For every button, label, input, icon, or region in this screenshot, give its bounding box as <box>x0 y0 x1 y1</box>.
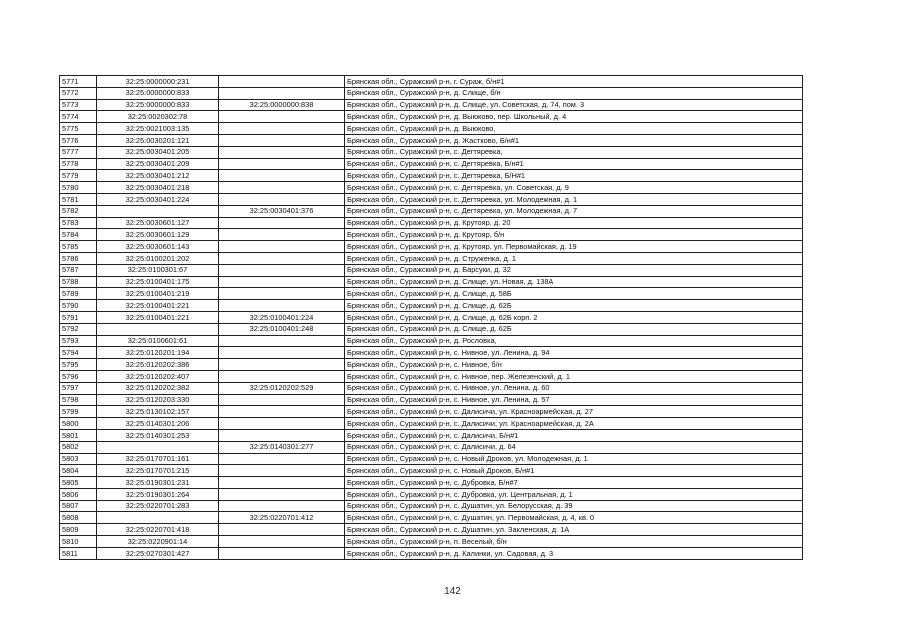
page-number: 142 <box>444 586 461 597</box>
cadastral-number-cell: 32:25:0100401:221 <box>97 311 219 323</box>
row-number-cell: 5798 <box>60 394 97 406</box>
address-cell: Брянская обл., Суражский р-н, д. Слище, д. 58Б <box>345 288 803 300</box>
table-row <box>60 252 803 264</box>
address-cell: Брянская обл., Суражский р-н, д. Слище, д. 62Б <box>345 300 803 312</box>
row-number-cell: 5787 <box>60 264 97 276</box>
table-row <box>60 146 803 158</box>
row-number-cell: 5808 <box>60 512 97 524</box>
table-row <box>60 429 803 441</box>
table-row <box>60 111 803 123</box>
table-row <box>60 158 803 170</box>
address-cell: Брянская обл., Суражский р-н, г. Сураж, б/н#1 <box>345 76 803 88</box>
address-cell: Брянская обл., Суражский р-н, д. Слище, б/н <box>345 87 803 99</box>
table-row <box>60 241 803 253</box>
row-number-cell: 5774 <box>60 111 97 123</box>
address-cell: Брянская обл., Суражский р-н, с. Дубровка, ул. Центральная, д. 1 <box>345 488 803 500</box>
related-cadastral-number-cell <box>219 87 345 99</box>
row-number-cell: 5773 <box>60 99 97 111</box>
row-number-cell: 5776 <box>60 134 97 146</box>
table-row <box>60 524 803 536</box>
address-cell: Брянская обл., Суражский р-н, с. Душатин, ул. Закленская, д. 1А <box>345 524 803 536</box>
cadastral-number-cell: 32:25:0030401:212 <box>97 170 219 182</box>
address-cell: Брянская обл., Суражский р-н, с. Нивное, ул. Ленина, д. 57 <box>345 394 803 406</box>
related-cadastral-number-cell <box>219 488 345 500</box>
table-row <box>60 76 803 88</box>
cadastral-number-cell: 32:25:0020302:78 <box>97 111 219 123</box>
address-cell: Брянская обл., Суражский р-н, с. Дегтяревка, ул. Советская, д. 9 <box>345 182 803 194</box>
address-cell: Брянская обл., Суражский р-н, с. Далисичи, ул. Красноармейская, д. 27 <box>345 406 803 418</box>
table-row <box>60 488 803 500</box>
address-cell: Брянская обл., Суражский р-н, д. Слище, д. 62Б <box>345 323 803 335</box>
related-cadastral-number-cell <box>219 217 345 229</box>
address-cell: Брянская обл., Суражский р-н, с. Дубровка, Б/н#7 <box>345 477 803 489</box>
related-cadastral-number-cell: 32:25:0030401:376 <box>219 205 345 217</box>
related-cadastral-number-cell <box>219 193 345 205</box>
table-row <box>60 477 803 489</box>
table-row <box>60 300 803 312</box>
row-number-cell: 5782 <box>60 205 97 217</box>
related-cadastral-number-cell <box>219 134 345 146</box>
row-number-cell: 5802 <box>60 441 97 453</box>
table-row <box>60 323 803 335</box>
related-cadastral-number-cell <box>219 111 345 123</box>
table-row <box>60 370 803 382</box>
address-cell: Брянская обл., Суражский р-н, д. Выюково, пер. Школьный, д. 4 <box>345 111 803 123</box>
table-row <box>60 311 803 323</box>
row-number-cell: 5794 <box>60 347 97 359</box>
cadastral-number-cell: 32:25:0140301:253 <box>97 429 219 441</box>
related-cadastral-number-cell <box>219 465 345 477</box>
cadastral-number-cell: 32:25:0220701:283 <box>97 500 219 512</box>
address-table-body <box>60 76 803 560</box>
related-cadastral-number-cell <box>219 536 345 548</box>
address-cell: Брянская обл., Суражский р-н, с. Далисичи, д. 64 <box>345 441 803 453</box>
cadastral-number-cell: 32:25:0100401:175 <box>97 276 219 288</box>
cadastral-number-cell: 32:25:0190301:231 <box>97 477 219 489</box>
related-cadastral-number-cell <box>219 394 345 406</box>
cadastral-number-cell: 32:25:0100401:221 <box>97 300 219 312</box>
cadastral-number-cell: 32:25:0120202:382 <box>97 382 219 394</box>
row-number-cell: 5809 <box>60 524 97 536</box>
cadastral-number-cell: 32:25:0220901:14 <box>97 536 219 548</box>
row-number-cell: 5793 <box>60 335 97 347</box>
row-number-cell: 5777 <box>60 146 97 158</box>
address-cell: Брянская обл., Суражский р-н, д. Крутояр, ул. Первомайская, д. 19 <box>345 241 803 253</box>
cadastral-number-cell: 32:25:0120201:194 <box>97 347 219 359</box>
table-row <box>60 264 803 276</box>
cadastral-number-cell <box>97 512 219 524</box>
related-cadastral-number-cell: 32:25:0000000:838 <box>219 99 345 111</box>
cadastral-number-cell: 32:25:0030401:224 <box>97 193 219 205</box>
address-cell: Брянская обл., Суражский р-н, с. Нивное, ул. Ленина, д. 60 <box>345 382 803 394</box>
cadastral-number-cell: 32:25:0140301:206 <box>97 418 219 430</box>
row-number-cell: 5806 <box>60 488 97 500</box>
row-number-cell: 5790 <box>60 300 97 312</box>
row-number-cell: 5811 <box>60 547 97 559</box>
address-cell: Брянская обл., Суражский р-н, с. Дегтяревка, ул. Молодежная, д. 7 <box>345 205 803 217</box>
cadastral-number-cell <box>97 323 219 335</box>
cadastral-number-cell: 32:25:0030601:129 <box>97 229 219 241</box>
related-cadastral-number-cell <box>219 418 345 430</box>
related-cadastral-number-cell <box>219 406 345 418</box>
address-table <box>59 75 803 560</box>
address-cell: Брянская обл., Суражский р-н, с. Дегтяревка, ул. Молодежная, д. 1 <box>345 193 803 205</box>
row-number-cell: 5795 <box>60 359 97 371</box>
related-cadastral-number-cell <box>219 170 345 182</box>
cadastral-number-cell: 32:25:0100201:202 <box>97 252 219 264</box>
address-cell: Брянская обл., Суражский р-н, д. Слище, ул. Новая, д. 138А <box>345 276 803 288</box>
cadastral-number-cell: 32:25:0170701:161 <box>97 453 219 465</box>
cadastral-number-cell: 32:25:0030601:143 <box>97 241 219 253</box>
row-number-cell: 5789 <box>60 288 97 300</box>
address-cell: Брянская обл., Суражский р-н, д. Барсуки, д. 32 <box>345 264 803 276</box>
row-number-cell: 5791 <box>60 311 97 323</box>
address-cell: Брянская обл., Суражский р-н, с. Новый Дроков, ул. Молодежная, д. 1 <box>345 453 803 465</box>
cadastral-number-cell: 32:25:0030401:209 <box>97 158 219 170</box>
cadastral-number-cell: 32:25:0130102:157 <box>97 406 219 418</box>
related-cadastral-number-cell: 32:25:0220701:412 <box>219 512 345 524</box>
row-number-cell: 5801 <box>60 429 97 441</box>
related-cadastral-number-cell <box>219 370 345 382</box>
related-cadastral-number-cell <box>219 477 345 489</box>
address-cell: Брянская обл., Суражский р-н, с. Нивное, пер. Железенский, д. 1 <box>345 370 803 382</box>
related-cadastral-number-cell: 32:25:0100401:224 <box>219 311 345 323</box>
related-cadastral-number-cell <box>219 347 345 359</box>
address-cell: Брянская обл., Суражский р-н, с. Нивное, б/н <box>345 359 803 371</box>
table-row <box>60 512 803 524</box>
cadastral-number-cell: 32:25:0030401:218 <box>97 182 219 194</box>
cadastral-number-cell: 32:25:0270301:427 <box>97 547 219 559</box>
related-cadastral-number-cell <box>219 76 345 88</box>
address-cell: Брянская обл., Суражский р-н, д. Слище, ул. Советская, д. 74, пом. 3 <box>345 99 803 111</box>
address-cell: Брянская обл., Суражский р-н, д. Калинки, ул. Садовая, д. 3 <box>345 547 803 559</box>
table-row <box>60 359 803 371</box>
address-cell: Брянская обл., Суражский р-н, с. Душатин, ул. Белорусская, д. 39 <box>345 500 803 512</box>
table-row <box>60 347 803 359</box>
cadastral-number-cell <box>97 205 219 217</box>
row-number-cell: 5800 <box>60 418 97 430</box>
cadastral-number-cell <box>97 441 219 453</box>
table-row <box>60 536 803 548</box>
address-cell: Брянская обл., Суражский р-н, д. Слище, д. 62Б корп. 2 <box>345 311 803 323</box>
table-row <box>60 87 803 99</box>
cadastral-number-cell: 32:25:0030401:205 <box>97 146 219 158</box>
row-number-cell: 5783 <box>60 217 97 229</box>
table-row <box>60 465 803 477</box>
table-row <box>60 288 803 300</box>
related-cadastral-number-cell <box>219 300 345 312</box>
related-cadastral-number-cell <box>219 453 345 465</box>
related-cadastral-number-cell <box>219 158 345 170</box>
address-cell: Брянская обл., Суражский р-н, с. Дегтяревка, <box>345 146 803 158</box>
cadastral-number-cell: 32:25:0021003:135 <box>97 123 219 135</box>
cadastral-number-cell: 32:25:0120203:330 <box>97 394 219 406</box>
row-number-cell: 5780 <box>60 182 97 194</box>
table-row <box>60 123 803 135</box>
row-number-cell: 5810 <box>60 536 97 548</box>
table-row <box>60 193 803 205</box>
table-row <box>60 217 803 229</box>
row-number-cell: 5804 <box>60 465 97 477</box>
related-cadastral-number-cell <box>219 524 345 536</box>
table-row <box>60 453 803 465</box>
row-number-cell: 5792 <box>60 323 97 335</box>
table-row <box>60 276 803 288</box>
address-cell: Брянская обл., Суражский р-н, с. Дегтяревка, Б/Н#1 <box>345 170 803 182</box>
address-cell: Брянская обл., Суражский р-н, д. Крутояр, д. 20 <box>345 217 803 229</box>
table-row <box>60 394 803 406</box>
row-number-cell: 5803 <box>60 453 97 465</box>
address-cell: Брянская обл., Суражский р-н, д. Выюково, <box>345 123 803 135</box>
row-number-cell: 5805 <box>60 477 97 489</box>
cadastral-number-cell: 32:25:0100301:67 <box>97 264 219 276</box>
related-cadastral-number-cell <box>219 241 345 253</box>
related-cadastral-number-cell: 32:25:0140301:277 <box>219 441 345 453</box>
related-cadastral-number-cell <box>219 547 345 559</box>
address-cell: Брянская обл., Суражский р-н, с. Душатин, ул. Первомайская, д. 4, кв. 0 <box>345 512 803 524</box>
related-cadastral-number-cell <box>219 123 345 135</box>
row-number-cell: 5797 <box>60 382 97 394</box>
cadastral-number-cell: 32:25:0000000:833 <box>97 99 219 111</box>
address-cell: Брянская обл., Суражский р-н, с. Далисичи, ул. Красноармейская, д. 2А <box>345 418 803 430</box>
table-row <box>60 547 803 559</box>
cadastral-number-cell: 32:25:0170701:215 <box>97 465 219 477</box>
related-cadastral-number-cell: 32:25:0100401:248 <box>219 323 345 335</box>
table-row <box>60 182 803 194</box>
related-cadastral-number-cell <box>219 182 345 194</box>
related-cadastral-number-cell <box>219 429 345 441</box>
table-row <box>60 170 803 182</box>
row-number-cell: 5781 <box>60 193 97 205</box>
address-cell: Брянская обл., Суражский р-н, п. Веселый, б/н <box>345 536 803 548</box>
table-row <box>60 382 803 394</box>
row-number-cell: 5772 <box>60 87 97 99</box>
table-row <box>60 229 803 241</box>
cadastral-number-cell: 32:25:0100601:61 <box>97 335 219 347</box>
related-cadastral-number-cell: 32:25:0120202:529 <box>219 382 345 394</box>
row-number-cell: 5799 <box>60 406 97 418</box>
row-number-cell: 5786 <box>60 252 97 264</box>
cadastral-number-cell: 32:25:0030601:127 <box>97 217 219 229</box>
cadastral-number-cell: 32:25:0000000:231 <box>97 76 219 88</box>
cadastral-number-cell: 32:25:0100401:219 <box>97 288 219 300</box>
cadastral-number-cell: 32:25:0120202:386 <box>97 359 219 371</box>
address-cell: Брянская обл., Суражский р-н, д. Жастково, Б/н#1 <box>345 134 803 146</box>
related-cadastral-number-cell <box>219 500 345 512</box>
table-row <box>60 418 803 430</box>
row-number-cell: 5779 <box>60 170 97 182</box>
row-number-cell: 5788 <box>60 276 97 288</box>
address-cell: Брянская обл., Суражский р-н, д. Струженка, д. 1 <box>345 252 803 264</box>
address-cell: Брянская обл., Суражский р-н, с. Новый Дроков, Б/н#1 <box>345 465 803 477</box>
address-cell: Брянская обл., Суражский р-н, с. Дегтяревка, Б/н#1 <box>345 158 803 170</box>
cadastral-number-cell: 32:25:0000000:833 <box>97 87 219 99</box>
row-number-cell: 5771 <box>60 76 97 88</box>
related-cadastral-number-cell <box>219 229 345 241</box>
row-number-cell: 5796 <box>60 370 97 382</box>
table-row <box>60 134 803 146</box>
address-cell: Брянская обл., Суражский р-н, д. Рословка, <box>345 335 803 347</box>
related-cadastral-number-cell <box>219 288 345 300</box>
cadastral-number-cell: 32:25:0030201:121 <box>97 134 219 146</box>
row-number-cell: 5775 <box>60 123 97 135</box>
table-row <box>60 500 803 512</box>
table-row <box>60 441 803 453</box>
related-cadastral-number-cell <box>219 146 345 158</box>
related-cadastral-number-cell <box>219 359 345 371</box>
related-cadastral-number-cell <box>219 276 345 288</box>
row-number-cell: 5807 <box>60 500 97 512</box>
table-row <box>60 205 803 217</box>
address-cell: Брянская обл., Суражский р-н, д. Крутояр, б/н <box>345 229 803 241</box>
cadastral-number-cell: 32:25:0190301:264 <box>97 488 219 500</box>
address-cell: Брянская обл., Суражский р-н, с. Нивное, ул. Ленина, д. 94 <box>345 347 803 359</box>
cadastral-number-cell: 32:25:0220701:418 <box>97 524 219 536</box>
row-number-cell: 5778 <box>60 158 97 170</box>
related-cadastral-number-cell <box>219 264 345 276</box>
related-cadastral-number-cell <box>219 335 345 347</box>
cadastral-number-cell: 32:25:0120202:407 <box>97 370 219 382</box>
row-number-cell: 5784 <box>60 229 97 241</box>
row-number-cell: 5785 <box>60 241 97 253</box>
address-cell: Брянская обл., Суражский р-н, с. Далисичи, Б/н#1 <box>345 429 803 441</box>
related-cadastral-number-cell <box>219 252 345 264</box>
table-row <box>60 406 803 418</box>
table-row <box>60 335 803 347</box>
table-row <box>60 99 803 111</box>
